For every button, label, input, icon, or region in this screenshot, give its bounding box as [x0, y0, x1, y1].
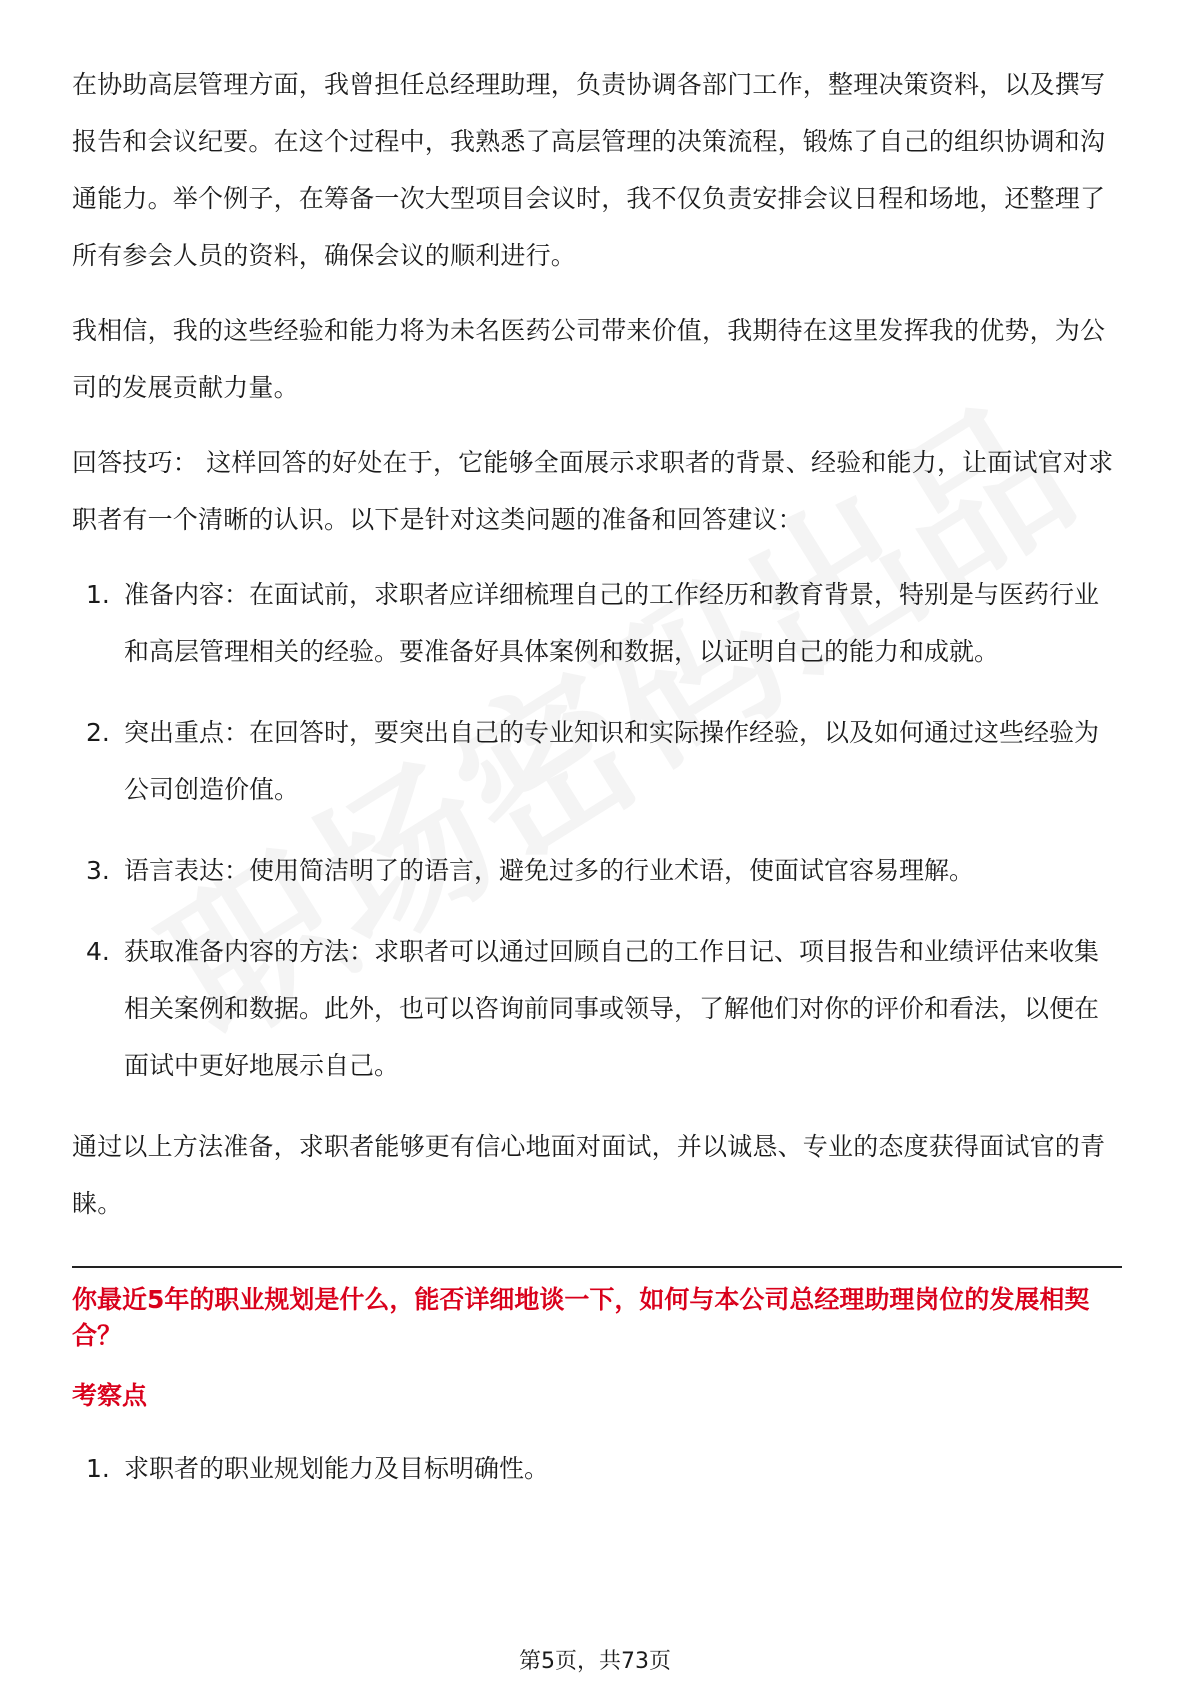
tips-list [72, 566, 1122, 1094]
points-list [72, 1440, 1122, 1497]
section-divider [72, 1266, 1122, 1268]
list-text: 突出重点：在回答时，要突出自己的专业知识和实际操作经验，以及如何通过这些经验为公司创造价值。 [124, 718, 1100, 804]
paragraph-closing: 通过以上方法准备，求职者能够更有信心地面对面试，并以诚恳、专业的态度获得面试官的青睐。 [72, 1132, 1106, 1218]
list-item [72, 923, 1122, 1094]
paragraph-answer-tips: 回答技巧： 这样回答的好处在于，它能够全面展示求职者的背景、经验和能力，让面试官对求职者有一个清晰的认识。以下是针对这类问题的准备和回答建议： [72, 448, 1114, 534]
list-item [72, 1440, 1122, 1497]
paragraph-experience: 在协助高层管理方面，我曾担任总经理助理，负责协调各部门工作，整理决策资料，以及撰写报告和会议纪要。在这个过程中，我熟悉了高层管理的决策流程，锻炼了自己的组织协调和沟通能力。举个例子，在筹备一次大型项目会议时，我不仅负责安排会议日程和场地，还整理了所有参会人员的资料，确保会议的顺利进行。 [72, 70, 1106, 270]
list-text: 语言表达：使用简洁明了的语言，避免过多的行业术语，使面试官容易理解。 [124, 856, 975, 885]
list-item [72, 566, 1122, 680]
list-item [72, 842, 1122, 899]
question-heading: 你最近5年的职业规划是什么，能否详细地谈一下，如何与本公司总经理助理岗位的发展相契合？ [72, 1285, 1090, 1350]
list-number: 3. [86, 856, 110, 885]
page-content [72, 56, 1122, 1521]
list-item [72, 704, 1122, 818]
list-text: 获取准备内容的方法：求职者可以通过回顾自己的工作日记、项目报告和业绩评估来收集相关案例和数据。此外，也可以咨询前同事或领导，了解他们对你的评价和看法，以便在面试中更好地展示自己。 [124, 937, 1100, 1080]
section-subheading: 考察点 [72, 1381, 148, 1410]
list-number: 1. [86, 580, 110, 609]
list-text: 求职者的职业规划能力及目标明确性。 [124, 1454, 550, 1483]
list-number: 1. [86, 1454, 110, 1483]
list-number: 2. [86, 718, 110, 747]
paragraph-belief: 我相信，我的这些经验和能力将为未名医药公司带来价值，我期待在这里发挥我的优势，为公司的发展贡献力量。 [72, 316, 1106, 402]
list-text: 准备内容：在面试前，求职者应详细梳理自己的工作经历和教育背景，特别是与医药行业和高层管理相关的经验。要准备好具体案例和数据，以证明自己的能力和成就。 [124, 580, 1100, 666]
page-footer: 第5页，共73页 [519, 1649, 671, 1674]
list-number: 4. [86, 937, 110, 966]
